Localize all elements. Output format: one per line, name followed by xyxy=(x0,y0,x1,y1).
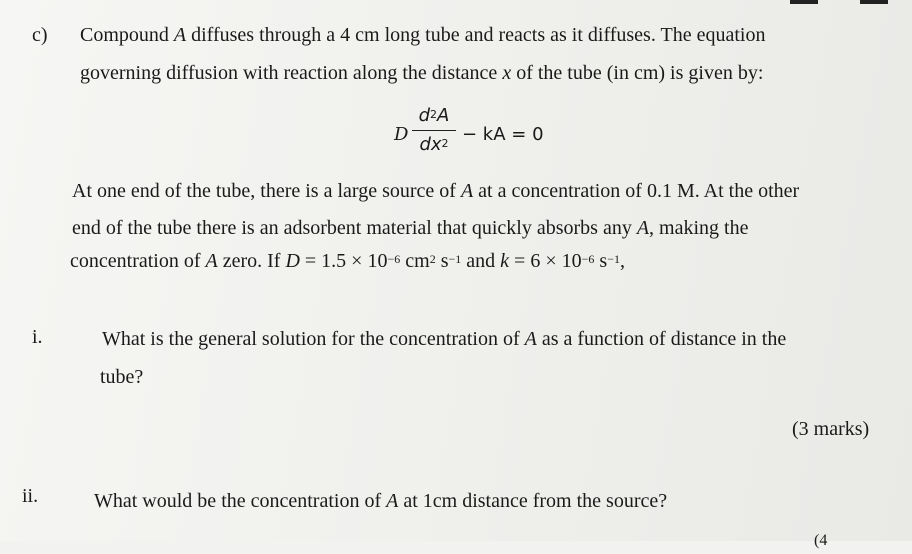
equation-numerator: $d^2A$ xyxy=(418,105,450,126)
part-c-line-3: At one end of the tube, there is a large source of A at a concentration of 0.1 M. At the other xyxy=(72,180,800,202)
fraction-bar xyxy=(412,130,456,131)
question-ii-label: ii. xyxy=(22,485,39,507)
part-c-line-5: concentration of A zero. If $D = 1.5 \times 10^{-6}$ $cm^2$ $s^{-1}$ and $k = 6 \times 10^{-6}$ $s^{-1}$, xyxy=(70,250,625,272)
question-i-line-1: What is the general solution for the concentration of A as a function of distance in the xyxy=(102,328,787,350)
part-c-line-2: governing diffusion with reaction along the distance x of the tube (in cm) is given by: xyxy=(80,62,764,84)
page-edge-mark xyxy=(790,0,818,4)
question-i-label: i. xyxy=(32,326,43,348)
part-c-line-4: end of the tube there is an adsorbent material that quickly absorbs any A, making the xyxy=(72,217,749,239)
question-ii-line-1: What would be the concentration of A at 1cm distance from the source? xyxy=(94,490,668,512)
question-ii-marks-partial: (4 xyxy=(814,532,828,549)
part-c-label: c) xyxy=(32,24,48,46)
part-c-line-1: Compound A diffuses through a 4 cm long tube and reacts as it diffuses. The equation xyxy=(80,24,766,46)
equation-coefficient: D xyxy=(394,124,409,145)
question-i-marks: (3 marks) xyxy=(792,418,870,440)
page-edge-mark xyxy=(860,0,888,4)
equation-fraction xyxy=(412,104,456,157)
equation-denominator: $dx^2$ xyxy=(419,134,449,155)
equation-rest: − kA = 0 xyxy=(462,124,544,145)
question-i-line-2: tube? xyxy=(100,366,144,388)
